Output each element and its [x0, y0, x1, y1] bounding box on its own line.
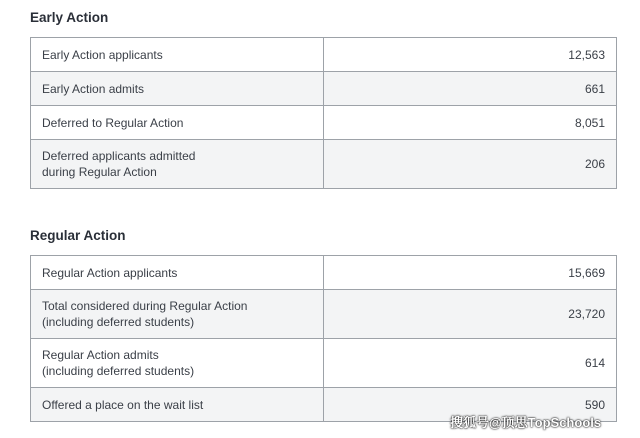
- row-value: 12,563: [324, 38, 617, 72]
- table-row: [31, 140, 617, 189]
- row-label: Offered a place on the wait list: [31, 388, 324, 422]
- watermark: 搜狐号@顶思TopSchools: [450, 415, 602, 430]
- table-row: [31, 290, 617, 339]
- row-label: Regular Action applicants: [31, 256, 324, 290]
- row-value: 661: [324, 72, 617, 106]
- row-value: 206: [324, 140, 617, 189]
- row-value: 590: [324, 388, 617, 422]
- row-value: 8,051: [324, 106, 617, 140]
- row-label: Early Action applicants: [31, 38, 324, 72]
- row-value: 15,669: [324, 256, 617, 290]
- table-row: [31, 339, 617, 388]
- row-value: 614: [324, 339, 617, 388]
- row-value: 23,720: [324, 290, 617, 339]
- regular-action-table: [30, 255, 617, 422]
- table-row: [31, 256, 617, 290]
- table-row: [31, 72, 617, 106]
- row-label: Regular Action admits (including deferred students): [31, 339, 324, 388]
- row-label: Total considered during Regular Action (including deferred students): [31, 290, 324, 339]
- early-action-heading: Early Action: [30, 10, 109, 25]
- row-label: Deferred to Regular Action: [31, 106, 324, 140]
- table-row: [31, 38, 617, 72]
- row-label: Deferred applicants admitted during Regular Action: [31, 140, 324, 189]
- regular-action-heading: Regular Action: [30, 228, 126, 243]
- early-action-table: [30, 37, 617, 189]
- row-label: Early Action admits: [31, 72, 324, 106]
- table-row: [31, 106, 617, 140]
